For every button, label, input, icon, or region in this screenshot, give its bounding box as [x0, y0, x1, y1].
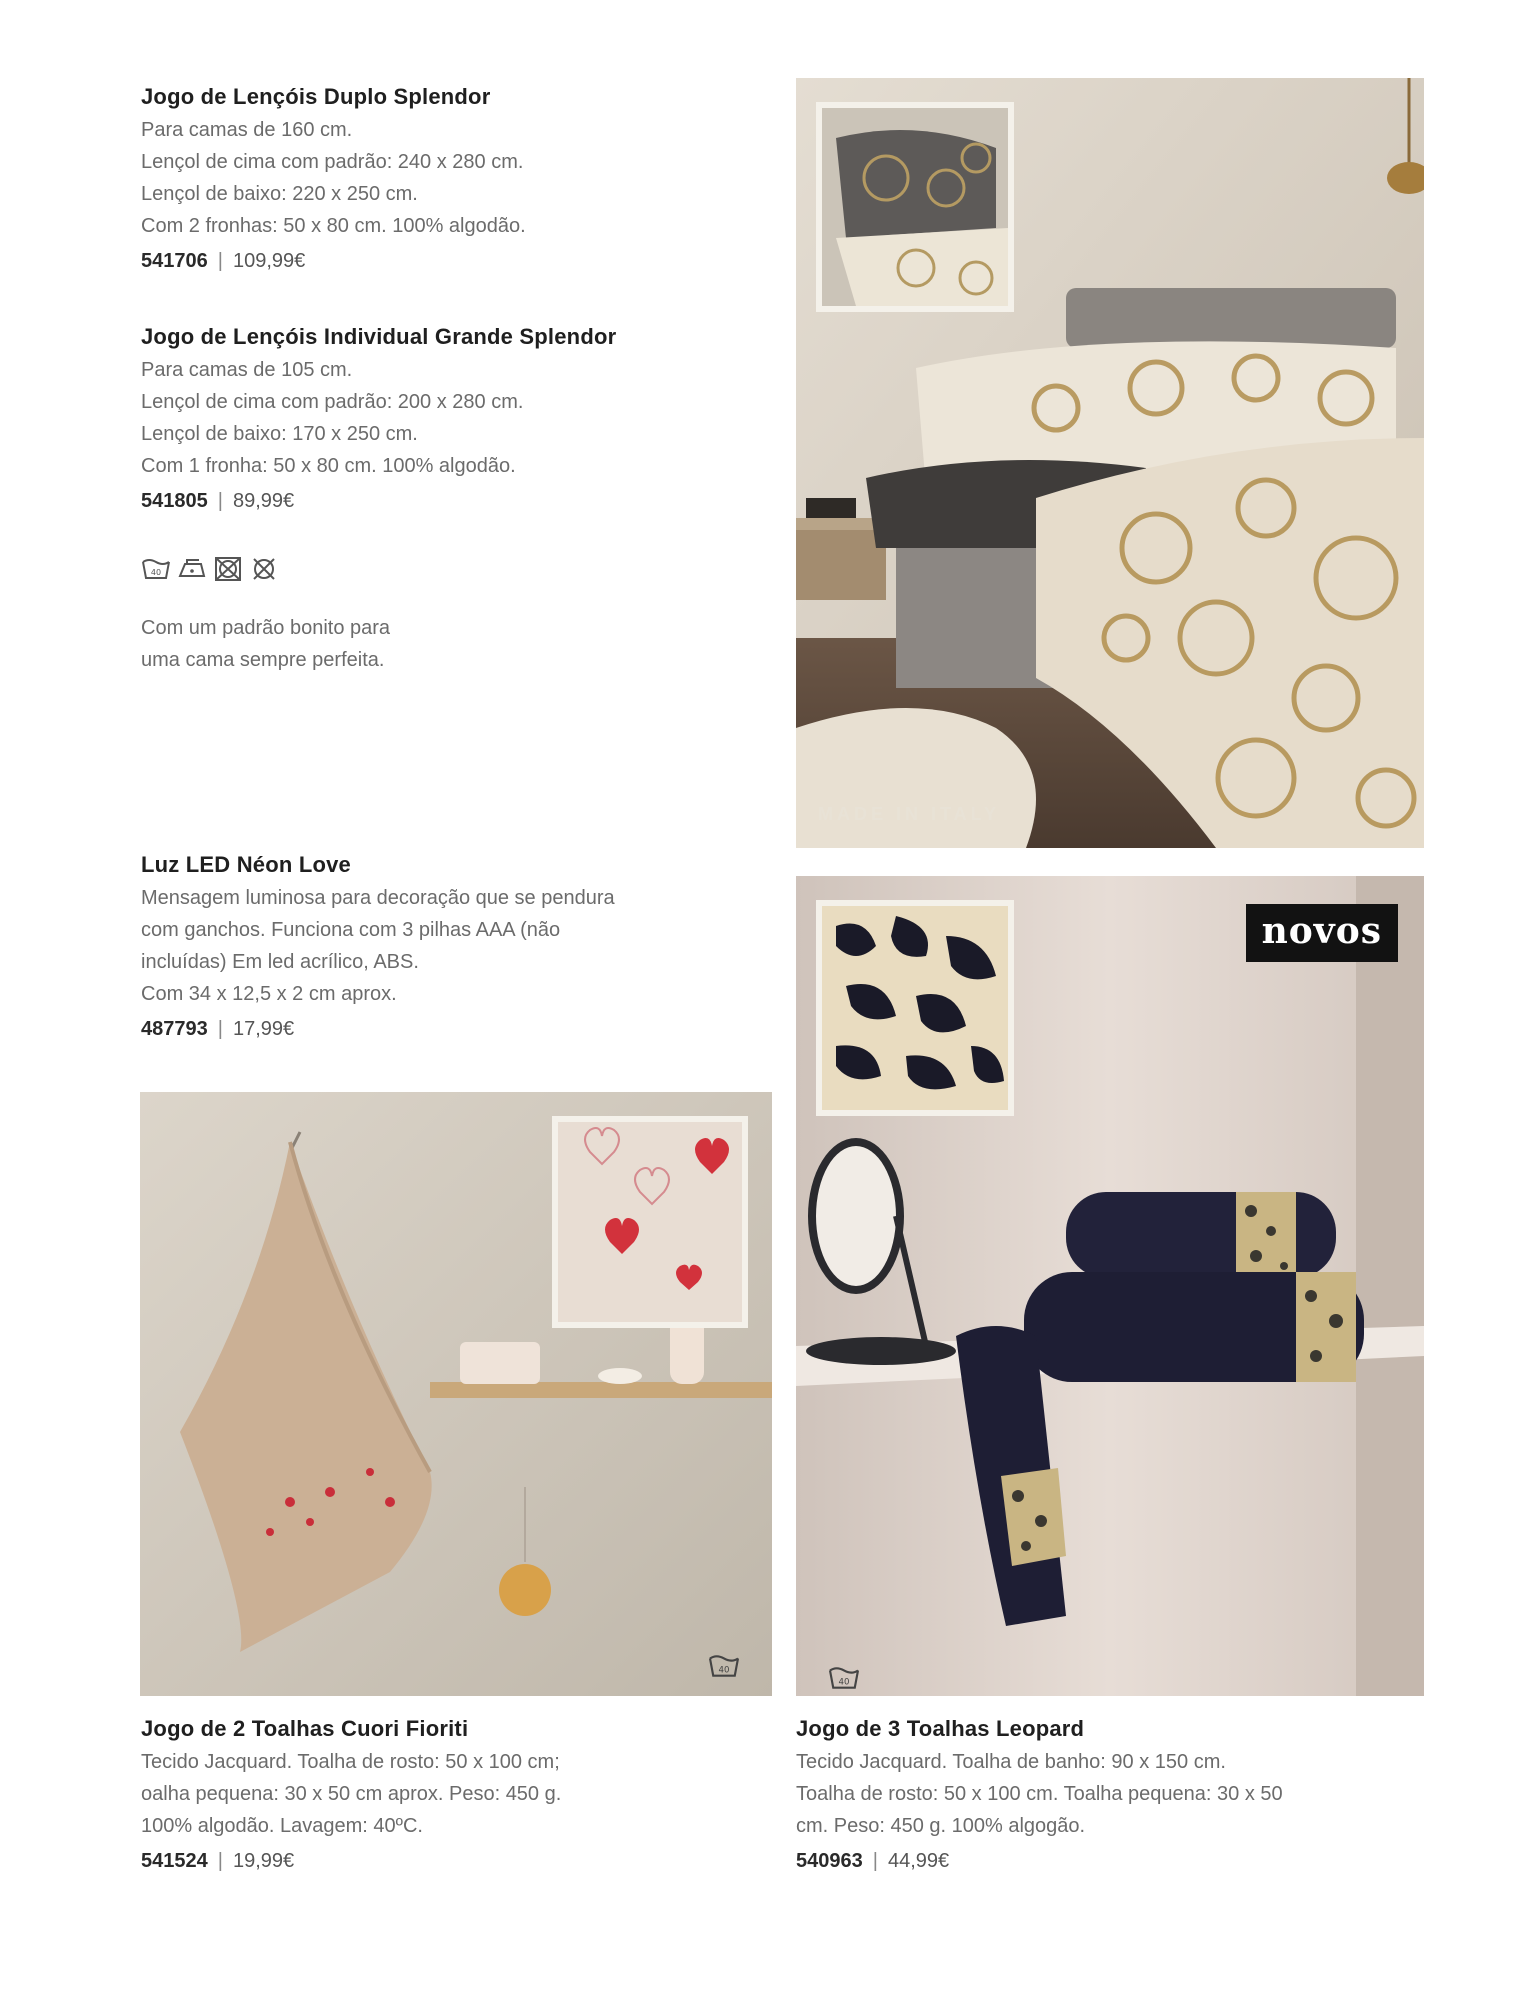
iron-icon	[177, 556, 207, 582]
price-row: 487793 | 17,99€	[141, 1018, 295, 1040]
product-line: Lençol de baixo: 220 x 250 cm.	[141, 183, 418, 205]
product-title: Jogo de 3 Toalhas Leopard	[796, 1716, 1085, 1741]
no-dry-clean-icon	[249, 556, 279, 582]
no-tumble-dry-icon	[213, 556, 243, 582]
tagline	[141, 612, 641, 676]
made-in-label: MADE IN ITALY	[818, 804, 1001, 824]
product-line: Tecido Jacquard. Toalha de rosto: 50 x 100 cm;	[141, 1751, 560, 1773]
product-title: Jogo de Lençóis Individual Grande Splendor	[141, 324, 617, 349]
product-price: 44,99€	[887, 1850, 950, 1872]
bedroom-photo	[796, 78, 1424, 848]
product-line: incluídas) Em led acrílico, ABS.	[141, 951, 419, 973]
product-line: Lençol de baixo: 170 x 250 cm.	[141, 423, 418, 445]
product-price: 19,99€	[232, 1850, 295, 1872]
product-line: Para camas de 160 cm.	[141, 119, 353, 141]
wash-40-icon	[704, 1652, 744, 1680]
care-icons	[141, 556, 279, 582]
product-line: Toalha de rosto: 50 x 100 cm. Toalha pequena: 30 x 50	[796, 1783, 1283, 1805]
product-cuori	[141, 1716, 771, 1873]
product-line: com ganchos. Funciona com 3 pilhas AAA (não	[141, 919, 561, 941]
product-duplo	[141, 84, 761, 273]
product-line: Com 34 x 12,5 x 2 cm aprox.	[141, 983, 397, 1005]
wash-temp-label: 40	[718, 1665, 730, 1676]
product-code: 541706	[141, 250, 208, 272]
tagline-line: uma cama sempre perfeita.	[141, 649, 385, 671]
product-line: Mensagem luminosa para decoração que se pendura	[141, 887, 615, 909]
product-line: oalha pequena: 30 x 50 cm aprox. Peso: 450 g.	[141, 1783, 562, 1805]
product-neon	[141, 852, 781, 1041]
wash-40-icon	[824, 1664, 864, 1692]
wash-temp-label: 40	[838, 1677, 850, 1688]
product-code: 541524	[141, 1850, 208, 1872]
product-line: 100% algodão. Lavagem: 40ºC.	[141, 1815, 423, 1837]
price-row: 541706 | 109,99€	[141, 250, 306, 272]
product-line: Com 2 fronhas: 50 x 80 cm. 100% algodão.	[141, 215, 526, 237]
product-price: 17,99€	[232, 1018, 295, 1040]
product-code: 541805	[141, 490, 208, 512]
leopard-towels-photo	[796, 876, 1424, 1696]
product-line: Tecido Jacquard. Toalha de banho: 90 x 150 cm.	[796, 1751, 1226, 1773]
product-line: Com 1 fronha: 50 x 80 cm. 100% algodão.	[141, 455, 516, 477]
price-row: 540963 | 44,99€	[796, 1850, 950, 1872]
product-title: Jogo de 2 Toalhas Cuori Fioriti	[141, 1716, 469, 1741]
product-code: 540963	[796, 1850, 863, 1872]
product-line: Lençol de cima com padrão: 200 x 280 cm.	[141, 391, 524, 413]
product-individual	[141, 324, 761, 513]
bedroom-photo-art	[796, 78, 1424, 848]
cuori-towels-photo	[140, 1092, 772, 1696]
wash-40-icon	[141, 556, 171, 582]
product-line: cm. Peso: 450 g. 100% algogão.	[796, 1815, 1086, 1837]
leopard-photo-art	[796, 876, 1424, 1696]
price-row: 541805 | 89,99€	[141, 490, 295, 512]
product-price: 109,99€	[232, 250, 306, 272]
product-line: Para camas de 105 cm.	[141, 359, 353, 381]
tagline-line: Com um padrão bonito para	[141, 617, 391, 639]
cuori-photo-art	[140, 1092, 772, 1696]
product-title: Jogo de Lençóis Duplo Splendor	[141, 84, 491, 109]
product-leopard	[796, 1716, 1436, 1873]
price-row: 541524 | 19,99€	[141, 1850, 295, 1872]
product-code: 487793	[141, 1018, 208, 1040]
product-line: Lençol de cima com padrão: 240 x 280 cm.	[141, 151, 524, 173]
new-badge: novos	[1246, 904, 1398, 962]
product-title: Luz LED Néon Love	[141, 852, 351, 877]
product-price: 89,99€	[232, 490, 295, 512]
wash-temp-label: 40	[150, 568, 162, 577]
